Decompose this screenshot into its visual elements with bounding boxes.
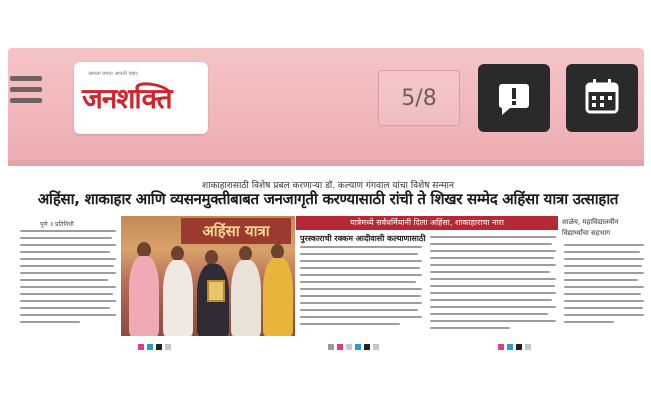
side-column-head: शाळेय, महाविद्यालयीन विद्यार्थ्यांचा सहभाग <box>562 218 619 237</box>
logo[interactable] <box>74 62 208 134</box>
hamburger-menu-icon <box>10 76 42 81</box>
column-subhead: पुरस्काराची रक्कम आदीवासी कल्याणासाठी <box>300 234 426 243</box>
article-photo <box>121 216 295 336</box>
feedback-exclamation-icon <box>478 64 550 132</box>
logo-tagline: आपला प्रभात आपली पहाट <box>88 71 138 77</box>
article-headline: अहिंसा, शाकाहार आणि व्यसनमुक्तीबाबत जनजागृती करण्यासाठी रांची ते शिखर सम्मेद अहिंसा यात्रा उत्साहात <box>37 190 619 208</box>
section-strip: यात्रेमध्ये सर्वधर्मियांनी दिला अहिंसा, शाकाहाराचा नारा <box>296 216 558 230</box>
article-kicker: शाकाहारासाठी विशेष प्रबल करणाऱ्या डॉ. कल्याण गंगवाल यांचा विशेष सन्मान <box>202 181 454 191</box>
right-column-text <box>430 236 556 334</box>
article-dateline: पुणे ॥ प्रतिनिधी <box>40 221 74 228</box>
news-clipping[interactable] <box>10 172 646 360</box>
side-column-text <box>564 244 644 328</box>
photo-banner: अहिंसा यात्रा <box>181 218 291 244</box>
feedback-button[interactable] <box>478 64 550 132</box>
header-divider <box>8 160 644 166</box>
middle-column-text <box>300 246 422 330</box>
menu-button[interactable] <box>10 76 44 110</box>
logo-text: जनशक्ति <box>82 82 172 115</box>
calendar-icon <box>566 64 638 132</box>
registration-marks-left <box>138 344 171 350</box>
calendar-button[interactable] <box>566 64 638 132</box>
page-indicator: 5/8 <box>378 70 460 126</box>
left-column-text <box>20 230 116 328</box>
registration-marks-middle <box>328 344 379 350</box>
registration-marks-right <box>498 344 531 350</box>
